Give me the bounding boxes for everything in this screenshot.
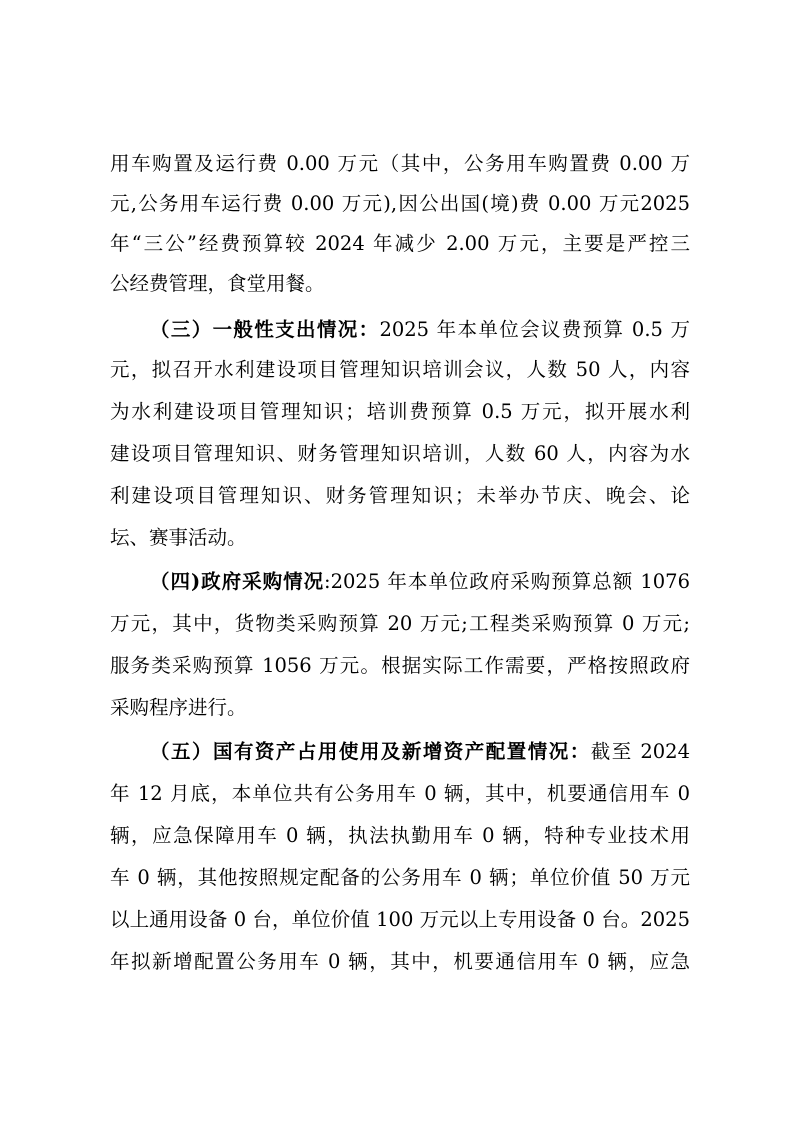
text-line xyxy=(150,732,690,772)
text-line: 为水利建设项目管理知识；培训费预算 0.5 万元，拟开展水利 xyxy=(110,400,690,423)
text-line: 车 0 辆，其他按照规定配备的公务用车 0 辆；单位价值 50 万元 xyxy=(110,866,690,889)
heading-continuation: 截至 2024 xyxy=(590,740,690,763)
text-line: 年“三公”经费预算较 2024 年减少 2.00 万元，主要是严控三 xyxy=(110,232,690,255)
text-line: 元,公务用车运行费 0.00 万元),因公出国(境)费 0.00 万元2025 xyxy=(110,192,690,215)
text-line: 建设项目管理知识、财务管理知识培训，人数 60 人，内容为水 xyxy=(110,442,690,465)
section-heading: （三）一般性支出情况： xyxy=(150,318,380,341)
text-line: 元，拟召开水利建设项目管理知识培训会议，人数 50 人，内容 xyxy=(110,358,690,381)
text-line: 服务类采购预算 1056 万元。根据实际工作需要，严格按照政府 xyxy=(110,654,690,677)
text-line: 利建设项目管理知识、财务管理知识；未举办节庆、晚会、论 xyxy=(110,484,690,507)
text-line xyxy=(150,562,690,602)
text-line: 公经费管理，食堂用餐。 xyxy=(110,272,325,295)
text-line: 万元，其中，货物类采购预算 20 万元;工程类采购预算 0 万元; xyxy=(110,612,690,635)
text-line: 坛、赛事活动。 xyxy=(110,526,247,549)
text-line: 用车购置及运行费 0.00 万元（其中，公务用车购置费 0.00 万 xyxy=(110,152,690,175)
text-line: 以上通用设备 0 台，单位价值 100 万元以上专用设备 0 台。2025 xyxy=(110,908,690,931)
heading-continuation: 2025 年本单位会议费预算 0.5 万 xyxy=(379,318,690,341)
section-heading: （五）国有资产占用使用及新增资产配置情况： xyxy=(150,740,591,763)
text-line: 采购程序进行。 xyxy=(110,696,247,719)
text-line: 年 12 月底，本单位共有公务用车 0 辆，其中，机要通信用车 0 xyxy=(110,782,690,805)
section-heading: （四)政府采购情况 xyxy=(150,570,325,593)
heading-continuation: :2025 年本单位政府采购预算总额 1076 xyxy=(324,570,690,593)
text-line xyxy=(150,310,690,350)
text-line: 辆，应急保障用车 0 辆，执法执勤用车 0 辆，特种专业技术用 xyxy=(110,824,690,847)
text-line: 年拟新增配置公务用车 0 辆，其中，机要通信用车 0 辆，应急 xyxy=(110,950,690,973)
